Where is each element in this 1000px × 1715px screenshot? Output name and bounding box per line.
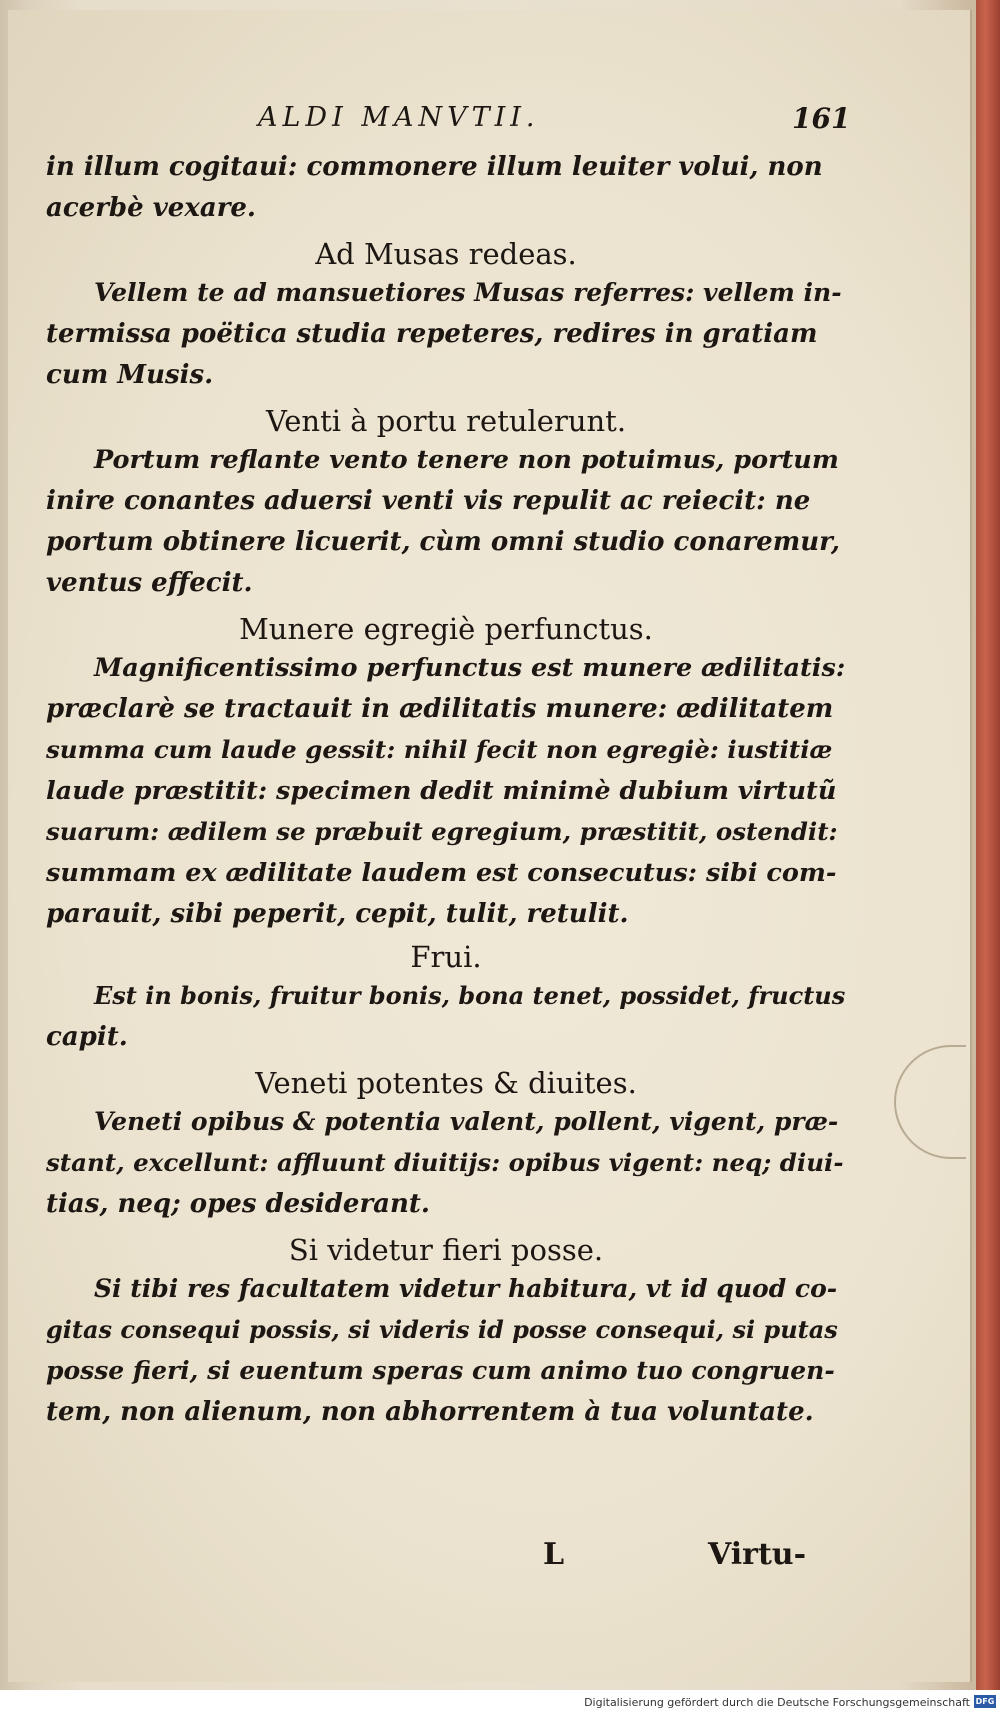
- book-page: [8, 10, 972, 1682]
- text-line: Magnificentissimo perfunctus est munere ædilitatis:: [94, 653, 846, 683]
- section-heading: Veneti potentes & diuites.: [255, 1066, 637, 1100]
- text-line: inire conantes aduersi venti vis repulit ac reiecit: ne: [46, 486, 811, 516]
- text-line: summam ex ædilitate laudem est consecutus: sibi com-: [46, 858, 837, 888]
- text-line: in illum cogitaui: commonere illum leuiter volui, non: [46, 152, 823, 182]
- text-line: suarum: ædilem se præbuit egregium, præstitit, ostendit:: [46, 817, 838, 846]
- text-line: termissa poëtica studia repeteres, redires in gratiam: [46, 319, 818, 349]
- text-line: gitas consequi possis, si videris id posse consequi, si putas: [46, 1315, 838, 1344]
- running-head: ALDI MANVTII.: [258, 102, 540, 133]
- text-line: acerbè vexare.: [46, 193, 256, 223]
- section-heading: Venti à portu retulerunt.: [265, 404, 627, 438]
- section-heading: Munere egregiè perfunctus.: [239, 612, 653, 646]
- text-line: capit.: [46, 1022, 128, 1052]
- text-line: summa cum laude gessit: nihil fecit non egregiè: iustitiæ: [46, 735, 833, 764]
- text-line: Veneti opibus & potentia valent, pollent, vigent, præ-: [94, 1107, 839, 1136]
- text-line: portum obtinere licuerit, cùm omni studio conaremur,: [46, 527, 840, 557]
- text-line: ventus effecit.: [46, 568, 253, 598]
- dfg-logo: DFG: [975, 1697, 995, 1706]
- text-line: stant, excellunt: affluunt diuitijs: opibus vigent: neq; diui-: [46, 1148, 844, 1177]
- text-line: Est in bonis, fruitur bonis, bona tenet, possidet, fructus: [94, 981, 846, 1010]
- section-heading: Frui.: [410, 940, 482, 974]
- footer-note: Digitalisierung gefördert durch die Deutsche Forschungsgemeinschaft: [584, 1696, 970, 1709]
- catchword: Virtu-: [708, 1537, 807, 1572]
- text-line: tias, neq; opes desiderant.: [46, 1189, 430, 1219]
- text-line: laude præstitit: specimen dedit minimè dubium virtutũ: [46, 776, 837, 806]
- page-number: 161: [792, 102, 851, 135]
- signature-mark: L: [543, 1537, 565, 1572]
- section-heading: Ad Musas redeas.: [315, 237, 577, 271]
- text-line: Si tibi res facultatem videtur habitura, vt id quod co-: [94, 1274, 838, 1303]
- text-line: Portum reflante vento tenere non potuimus, portum: [94, 445, 839, 475]
- page-edge: [976, 0, 1000, 1690]
- section-heading: Si videtur fieri posse.: [288, 1233, 604, 1267]
- text-block: [8, 10, 970, 1682]
- text-line: Vellem te ad mansuetiores Musas referres: vellem in-: [94, 278, 842, 307]
- text-line: tem, non alienum, non abhorrentem à tua voluntate.: [46, 1397, 814, 1427]
- text-line: cum Musis.: [46, 360, 214, 390]
- text-line: præclarè se tractauit in ædilitatis munere: ædilitatem: [46, 694, 834, 724]
- text-line: posse fieri, si euentum speras cum animo tuo congruen-: [46, 1356, 835, 1385]
- text-line: parauit, sibi peperit, cepit, tulit, retulit.: [46, 899, 629, 929]
